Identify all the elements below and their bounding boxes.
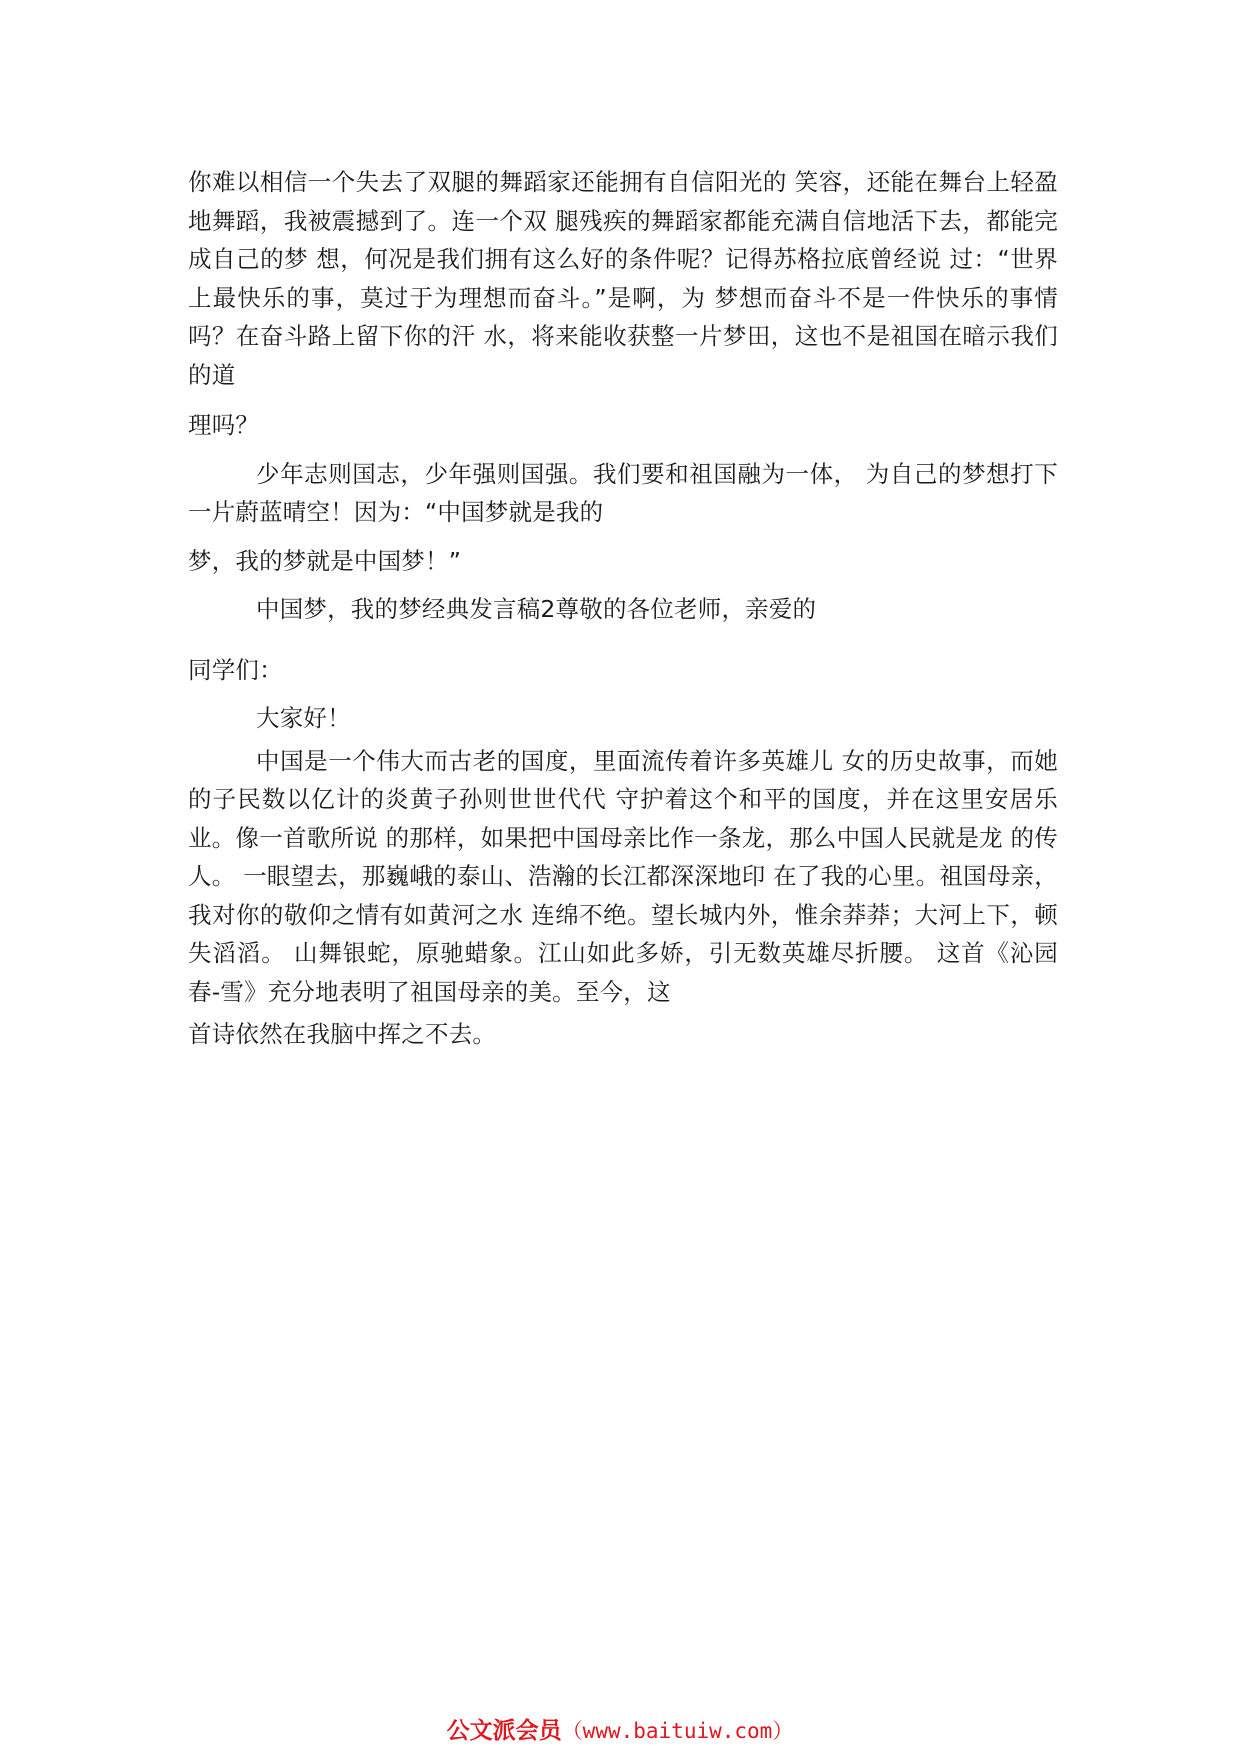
- paragraph-speech-title: 中国梦，我的梦经典发言稿2尊敬的各位老师，亲爱的: [256, 595, 817, 623]
- paragraph-poem-memory: 首诗依然在我脑中挥之不去。: [188, 1020, 497, 1048]
- document-body: [188, 163, 1058, 1054]
- paragraph-greeting: 大家好！: [256, 704, 351, 732]
- footer-brand: 公文派会员: [446, 1718, 562, 1744]
- paragraph-continuation: 理吗？: [188, 411, 260, 439]
- paragraph-motherland: 中国是一个伟大而古老的国度，里面流传着许多英雄儿 女的历史故事，而她的子民数以亿计的炎黄子孙则世世代代 守护着这个和平的国度，并在这里安居乐业。像一首歌所说 的那样，如果把中国母亲比作一条龙，那么中国人民就是龙 的传人。 一眼望去，那巍峨的泰山、浩瀚的长江都深深地印 在了我的心里。祖国母亲，我对你的敬仰之情有如黄河之水 连绵不绝。望长城内外，惟余莽莽；大河上下，顿失滔滔。 山舞银蛇，原驰蜡象。江山如此多娇，引无数英雄尽折腰。 这首《沁园春-雪》充分地表明了祖国母亲的美。至今，这: [188, 746, 1058, 1006]
- paragraph-china-dream: 梦，我的梦就是中国梦！”: [188, 546, 462, 575]
- footer-url: （www.baituiw.com）: [561, 1719, 794, 1743]
- paragraph-salutation: 同学们：: [188, 655, 283, 684]
- paragraph-youth: 少年志则国志，少年强则国强。我们要和祖国融为一体， 为自己的梦想打下一片蔚蓝晴空！因为：“中国梦就是我的: [188, 459, 1058, 526]
- paragraph-dancer: 你难以相信一个失去了双腿的舞蹈家还能拥有自信阳光的 笑容，还能在舞台上轻盈地舞蹈，我被震撼到了。连一个双 腿残疾的舞蹈家都能充满自信地活下去，都能完成自己的梦 想，何况是我们拥有这么好的条件呢？记得苏格拉底曾经说 过：“世界上最快乐的事，莫过于为理想而奋斗。”是啊，为 梦想而奋斗不是一件快乐的事情吗？在奋斗路上留下你的汗 水，将来能收获整一片梦田，这也不是祖国在暗示我们的道: [188, 168, 1058, 389]
- footer-watermark: [0, 1716, 1240, 1746]
